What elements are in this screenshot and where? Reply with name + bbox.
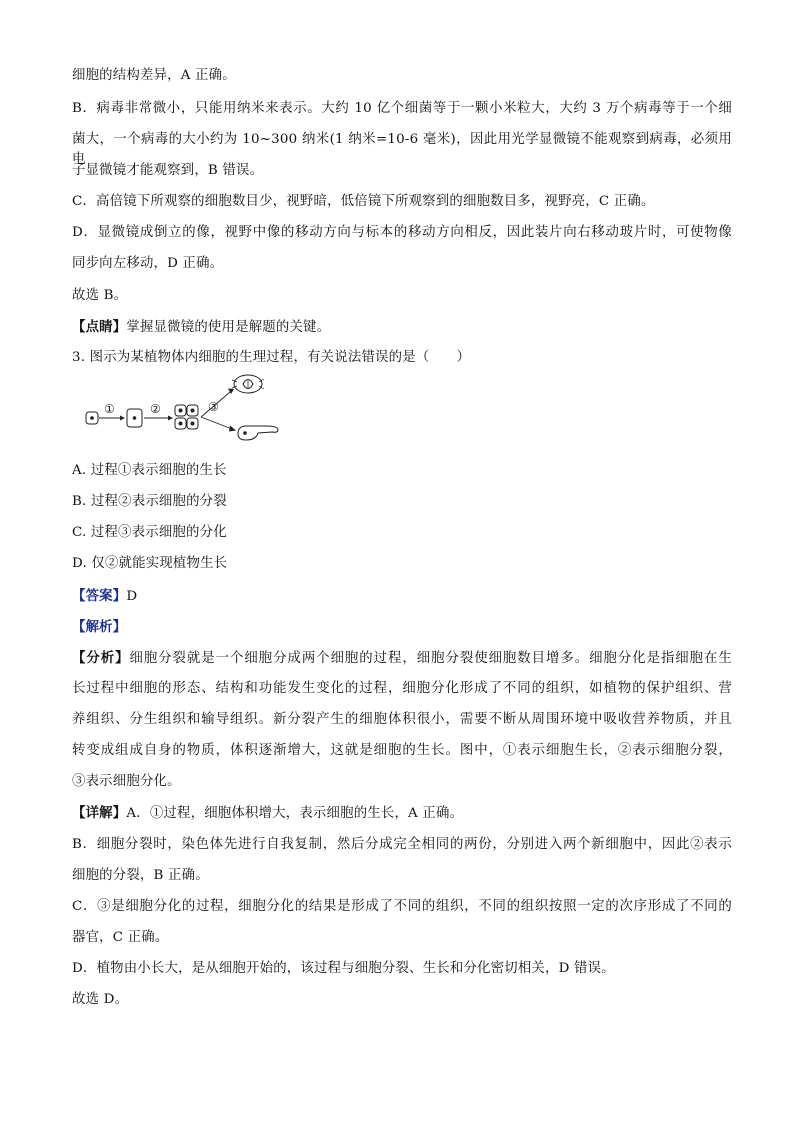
answer-value: D	[126, 589, 138, 604]
text-line: 故选 B。	[72, 288, 128, 303]
stoma-guard-cells	[232, 375, 264, 393]
text-line: 同步向左移动，D 正确。	[72, 256, 224, 271]
text-line: D．显微镜成倒立的像，视野中像的移动方向与标本的移动方向相反，因此装片向右移动玻片时，可使物像	[72, 225, 732, 240]
step-2-label: ②	[150, 402, 161, 416]
text-line: 器官，C 正确。	[72, 930, 169, 945]
option-d: D. 仅②就能实现植物生长	[72, 556, 228, 571]
divided-cells	[175, 405, 198, 429]
tip-tag: 【点睛】	[72, 319, 127, 335]
text-line: 故选 D。	[72, 992, 129, 1007]
text-line: C．③是细胞分化的过程，细胞分化的结果是形成了不同的组织，不同的组织按照一定的次序形成了不同的	[72, 899, 732, 914]
cell-nucleus	[90, 416, 94, 420]
arrowhead-2	[168, 416, 173, 421]
option-b: B. 过程②表示细胞的分裂	[72, 494, 227, 509]
text-line: D．植物由小长大，是从细胞开始的，该过程与细胞分裂、生长和分化密切相关，D 错误。	[72, 961, 615, 976]
text-line: 细胞的分裂，B 正确。	[72, 868, 209, 883]
analysis-tag: 【解析】	[72, 619, 127, 635]
text-line: C．高倍镜下所观察的细胞数目少，视野暗，低倍镜下所观察到的细胞数目多，视野亮，C 正确。	[72, 194, 655, 209]
fenxi-tag: 【分析】	[72, 650, 130, 666]
question-stem: 3. 图示为某植物体内细胞的生理过程，有关说法错误的是（ ）	[72, 350, 471, 365]
text-line: ③表示细胞分化。	[72, 774, 181, 789]
fenxi-line	[72, 648, 732, 669]
answer-tag: 【答案】	[72, 588, 127, 604]
cell-process-diagram	[80, 374, 290, 446]
tip-text: 掌握显微镜的使用是解题的关键。	[126, 320, 331, 335]
arrow-3-down	[201, 417, 232, 429]
text-line: 子显微镜才能观察到，B 错误。	[72, 163, 264, 178]
text-line: 养组织、分生组织和输导组织。新分裂产生的细胞体积很小，需要不断从周围环境中吸收营养物质，并且	[72, 712, 732, 727]
answer-line	[72, 586, 732, 607]
xiangjie-line	[72, 803, 732, 824]
text-line: B．病毒非常微小，只能用纳米来表示。大约 10 亿个细菌等于一颗小米粒大，大约 3 万个病毒等于一个细	[72, 101, 732, 116]
arrowhead-3-down	[229, 426, 236, 432]
step-1-label: ①	[104, 402, 115, 416]
cell-nucleus	[133, 416, 137, 420]
option-c: C. 过程③表示细胞的分化	[72, 525, 227, 540]
xiangjie-tag: 【详解】	[72, 805, 127, 821]
option-a: A. 过程①表示细胞的生长	[72, 463, 227, 478]
arrowhead-1	[120, 416, 125, 421]
text-line: B．细胞分裂时，染色体先进行自我复制，然后分成完全相同的两份，分别进入两个新细胞中，因此②表示	[72, 837, 732, 852]
text-line: 转变成组成自身的物质，体积逐渐增大，这就是细胞的生长。图中，①表示细胞生长，②表示细胞分裂，	[72, 743, 732, 758]
xiangjie-text: A．①过程，细胞体积增大，表示细胞的生长，A 正确。	[126, 806, 464, 821]
step-3-label: ③	[208, 400, 219, 414]
fenxi-text: 细胞分裂就是一个细胞分成两个细胞的过程，细胞分裂使细胞数目增多。细胞分化是指细胞在生	[129, 651, 732, 666]
tip-line	[72, 317, 732, 338]
text-line: 菌大，一个病毒的大小约为 10~300 纳米(1 纳米=10-6 毫米)，因此用光学显微镜不能观察到病毒，必须用电	[72, 132, 732, 167]
text-line: 长过程中细胞的形态、结构和功能发生变化的过程，细胞分化形成了不同的组织，如植物的保护组织、营	[72, 681, 732, 696]
analysis-heading	[72, 617, 732, 638]
text-line: 细胞的结构差异，A 正确。	[72, 68, 236, 83]
root-hair-cell	[238, 426, 278, 440]
